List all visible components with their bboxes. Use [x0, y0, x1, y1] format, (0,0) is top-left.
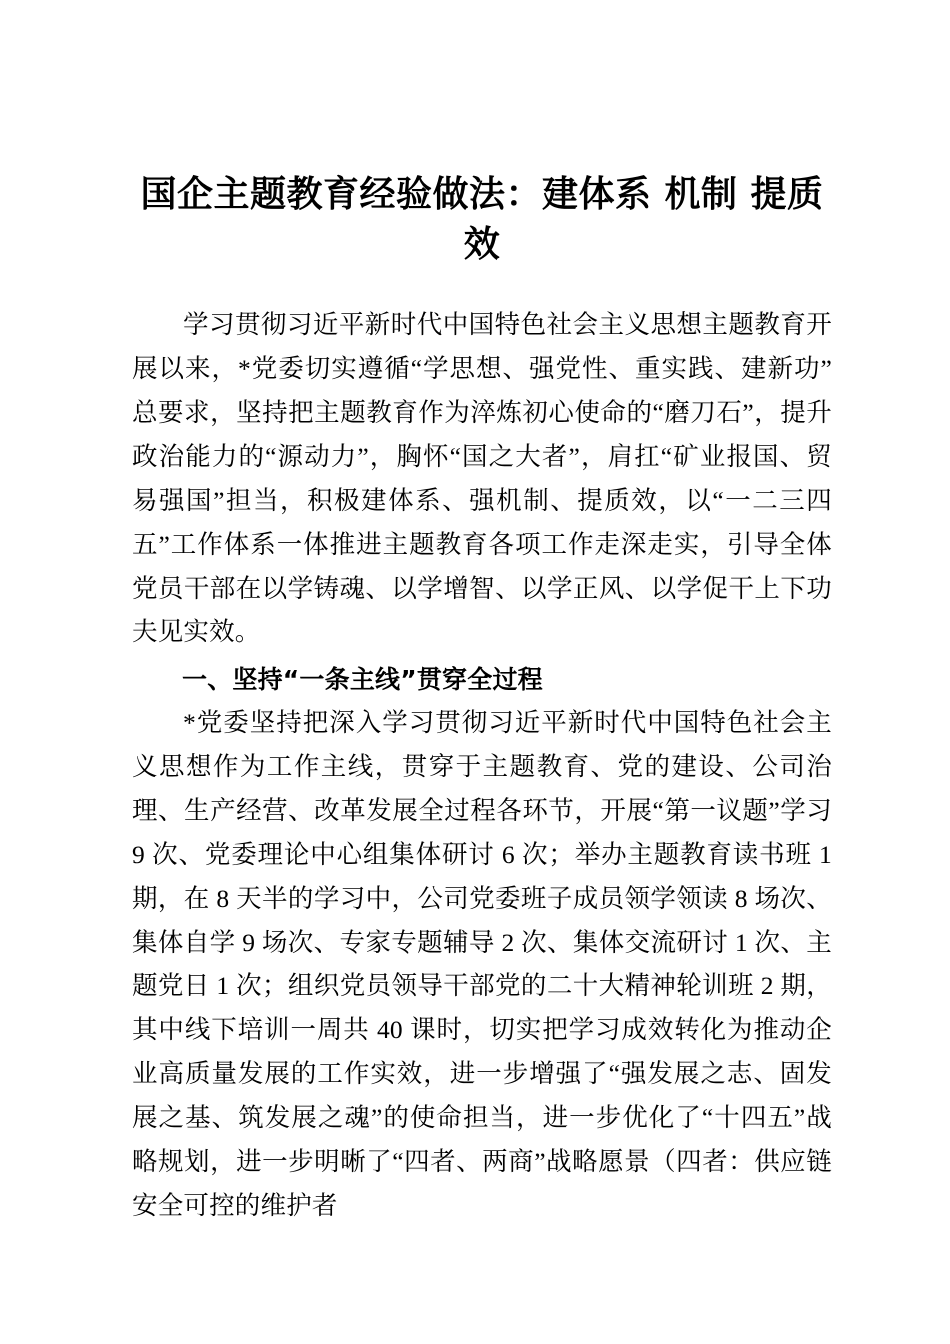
- paragraph-intro: 学习贯彻习近平新时代中国特色社会主义思想主题教育开展以来，*党委切实遵循“学思想、强党性、重实践、建新功”总要求，坚持把主题教育作为淬炼初心使命的“磨刀石”，提升政治能力的“源动力”，胸怀“国之大者”，肩扛“矿业报国、贸易强国”担当，积极建体系、强机制、提质效，以“一二三四五”工作体系一体推进主题教育各项工作走深走实，引导全体党员干部在以学铸魂、以学增智、以学正风、以学促干上下功夫见实效。: [132, 310, 832, 647]
- section-heading-1: 一、坚持“一条主线”贯穿全过程: [182, 665, 543, 695]
- paragraph-section-1: *党委坚持把深入学习贯彻习近平新时代中国特色社会主义思想作为工作主线，贯穿于主题教育、党的建设、公司治理、生产经营、改革发展全过程各环节，开展“第一议题”学习 9 次、党委理论中心组集体研讨 6 次；举办主题教育读书班 1 期，在 8 天半的学习中，公司党委班子成员领学领读 8 场次、集体自学 9 场次、专家专题辅导 2 次、集体交流研讨 1 次、主题党日 1 次；组织党员领导干部党的二十大精神轮训班 2 期，其中线下培训一周共 40 课时，切实把学习成效转化为推动企业高质量发展的工作实效，进一步增强了“强发展之志、固发展之基、筑发展之魂”的使命担当，进一步优化了“十四五”战略规划，进一步明晰了“四者、两商”战略愿景（四者：供应链安全可控的维护者: [132, 708, 832, 1220]
- page-title: 国企主题教育经验做法：建体系 机制 提质效: [140, 174, 824, 265]
